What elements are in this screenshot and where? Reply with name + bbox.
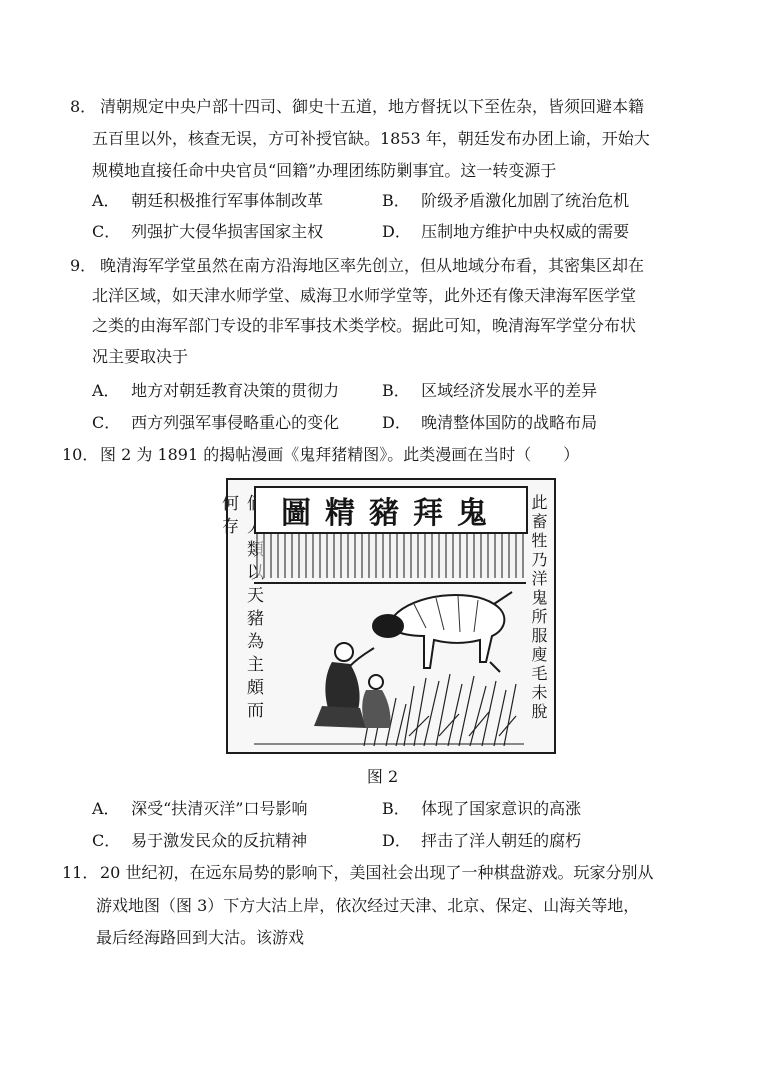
question-text-line: 图 2 为 1891 的揭帖漫画《鬼拜猪精图》。此类漫画在当时（ ） — [100, 445, 580, 464]
option-letter: D． — [382, 222, 411, 241]
option-text: 体现了国家意识的高涨 — [421, 799, 582, 818]
option-text: 易于激发民众的反抗精神 — [131, 831, 308, 850]
option-b[interactable] — [382, 381, 597, 401]
right-inscription: 此畜牲乃洋鬼所服廋毛未脫 — [529, 494, 548, 722]
boar-illustration — [372, 592, 512, 672]
option-text: 阶级矛盾激化加剧了统治危机 — [421, 191, 630, 210]
option-d[interactable] — [382, 222, 629, 242]
cartoon-figure — [226, 478, 556, 754]
option-letter: C． — [92, 222, 121, 241]
question-number: 8． — [70, 97, 97, 116]
left-inscription — [230, 494, 252, 724]
option-letter: A． — [92, 191, 120, 210]
option-text: 朝廷积极推行军事体制改革 — [131, 191, 324, 210]
option-letter: A． — [92, 799, 120, 818]
question-text-line: 北洋区域，如天津水师学堂、威海卫水师学堂等，此外还有像天津海军医学堂 — [92, 286, 637, 305]
option-c[interactable] — [92, 222, 323, 242]
cartoon-title: 圖精豬拜鬼 — [254, 486, 528, 534]
option-text: 西方列强军事侵略重心的变化 — [131, 413, 340, 432]
kneeling-figures-illustration — [314, 643, 391, 728]
option-letter: B． — [382, 799, 410, 818]
option-text: 地方对朝廷教育决策的贯彻力 — [131, 381, 340, 400]
question-number: 11． — [62, 863, 99, 882]
option-c[interactable] — [92, 413, 339, 433]
option-letter: C． — [92, 413, 121, 432]
question-text-line: 规模地直接任命中央官员“回籍”办理团练防剿事宜。这一转变源于 — [92, 161, 557, 180]
option-d[interactable] — [382, 413, 597, 433]
option-a[interactable] — [92, 191, 323, 211]
option-b[interactable] — [382, 191, 629, 211]
question-text-line: 晚清海军学堂虽然在南方沿海地区率先创立，但从地域分布看，其密集区却在 — [100, 256, 645, 275]
question-number: 9． — [70, 256, 97, 275]
question-text-line: 之类的由海军部门专设的非军事技术类学校。据此可知，晚清海军学堂分布状 — [92, 316, 637, 335]
option-a[interactable] — [92, 381, 339, 401]
option-text: 深受“扶清灭洋”口号影响 — [131, 799, 308, 818]
option-letter: A． — [92, 381, 120, 400]
option-text: 列强扩大侵华损害国家主权 — [131, 222, 324, 241]
option-letter: D． — [382, 831, 411, 850]
option-c[interactable] — [92, 831, 307, 851]
divider — [254, 582, 526, 584]
question-text-line: 最后经海路回到大沽。该游戏 — [96, 928, 305, 947]
figure-caption: 图 2 — [366, 767, 399, 786]
option-letter: B． — [382, 191, 410, 210]
option-text: 晚清整体国防的战略布局 — [421, 413, 598, 432]
option-a[interactable] — [92, 799, 307, 819]
cartoon-text-block — [256, 534, 524, 578]
option-letter: B． — [382, 381, 410, 400]
option-d[interactable] — [382, 831, 581, 851]
option-b[interactable] — [382, 799, 581, 819]
question-text-line: 游戏地图（图 3）下方大沽上岸，依次经过天津、北京、保定、山海关等地， — [96, 896, 640, 915]
option-text: 压制地方维护中央权威的需要 — [421, 222, 630, 241]
question-text-line: 五百里以外，核查无误，方可补授官缺。1853 年，朝廷发布办团上谕，开始大 — [92, 129, 650, 148]
question-text-line: 清朝规定中央户部十四司、御史十五道，地方督抚以下至佐杂，皆须回避本籍 — [100, 97, 645, 116]
option-letter: D． — [382, 413, 411, 432]
option-text: 区域经济发展水平的差异 — [421, 381, 598, 400]
question-text-line: 20 世纪初，在远东局势的影响下，美国社会出现了一种棋盘游戏。玩家分别从 — [100, 863, 654, 882]
question-text-line: 况主要取决于 — [92, 347, 189, 366]
option-text: 抨击了洋人朝廷的腐朽 — [421, 831, 582, 850]
option-letter: C． — [92, 831, 121, 850]
cartoon-illustration — [254, 586, 524, 746]
question-number: 10． — [62, 445, 99, 464]
